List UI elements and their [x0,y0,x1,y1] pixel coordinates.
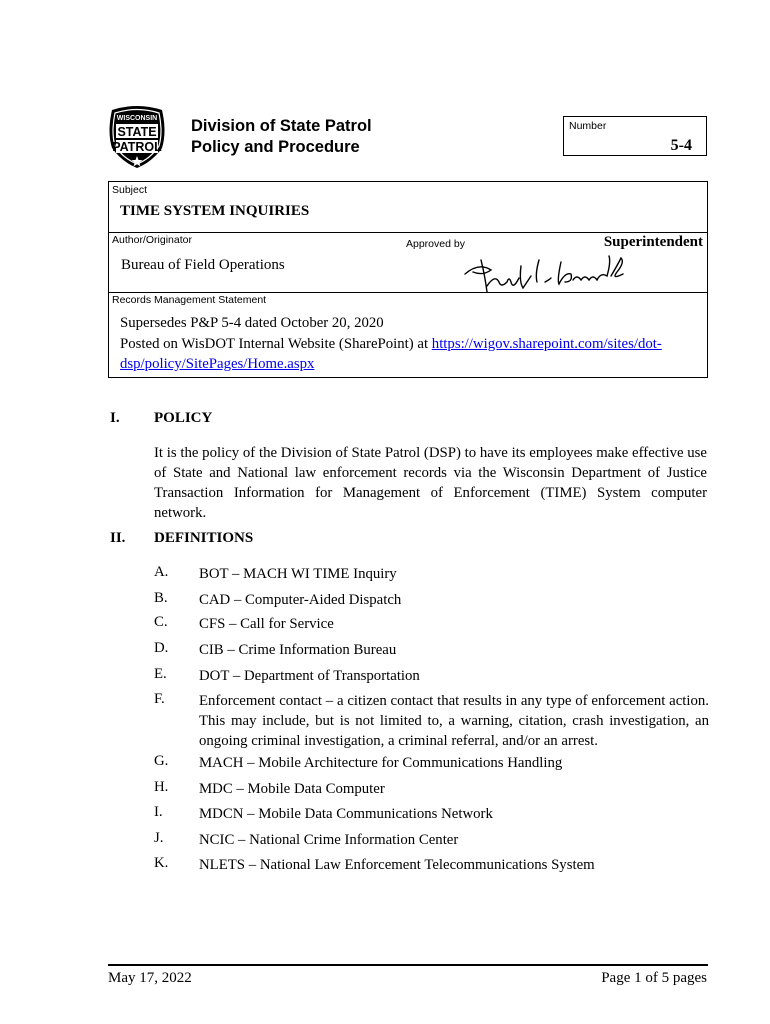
definition-letter: F. [154,691,165,707]
sharepoint-link[interactable]: https://wigov.sharepoint.com/sites/dot-dsp/policy/SitePages/Home.aspx [120,335,662,372]
number-value: 5-4 [670,137,692,154]
definition-text: MDCN – Mobile Data Communications Network [199,806,493,822]
definition-letter: K. [154,855,169,871]
definition-text: CAD – Computer-Aided Dispatch [199,592,402,608]
records-management-label: Records Management Statement [112,294,267,306]
author-value: Bureau of Field Operations [121,257,285,273]
definition-text: CFS – Call for Service [199,616,334,632]
definition-text: NLETS – National Law Enforcement Telecommunications System [199,857,595,873]
number-label: Number [569,120,607,132]
divider [109,292,707,293]
supersedes-line: Supersedes P&P 5-4 dated October 20, 2020 [120,315,384,331]
document-info-box [108,181,708,378]
org-title-line2: Policy and Procedure [191,138,360,156]
state-patrol-badge-logo [104,104,170,170]
footer-date: May 17, 2022 [108,970,192,986]
definition-text: BOT – MACH WI TIME Inquiry [199,566,397,582]
subject-label: Subject [112,184,148,196]
definition-letter: A. [154,564,169,580]
footer-page-number: Page 1 of 5 pages [601,970,707,986]
logo-line2: PATROL [112,140,162,154]
definition-text: DOT – Department of Transportation [199,668,420,684]
author-label: Author/Originator [112,234,192,246]
definition-letter: C. [154,614,168,630]
logo-line1: STATE [117,125,157,139]
definition-text: NCIC – National Crime Information Center [199,832,459,848]
policy-number-box [563,116,707,156]
section-number-policy: I. [110,410,120,426]
policy-paragraph: It is the policy of the Division of State Patrol (DSP) to have its employees make effective use of State and National law enforcement records via the Wisconsin Department of Justice Transaction Information for Management of Enforcement (TIME) System computer network. [154,445,707,521]
definition-letter: I. [154,804,163,820]
divider [109,232,707,233]
logo-top-text: WISCONSIN [116,115,158,122]
definition-letter: J. [154,830,164,846]
org-title-line1: Division of State Patrol [191,117,372,135]
records-management-statement [120,313,700,375]
posted-on-prefix: Posted on WisDOT Internal Website (SharePoint) at [120,335,432,352]
definition-letter: B. [154,590,168,606]
definition-letter: E. [154,666,167,682]
approved-by-label: Approved by [406,238,465,250]
section-title-policy: POLICY [154,410,213,426]
definition-letter: G. [154,753,169,769]
definition-text: MACH – Mobile Architecture for Communications Handling [199,755,563,771]
definition-letter: H. [154,779,169,795]
document-org-title [191,116,372,158]
definition-text: MDC – Mobile Data Computer [199,781,385,797]
definition-text: Enforcement contact – a citizen contact that results in any type of enforcement action. This may include, but is not limited to, a warning, citation, crash investigation, an ongoing criminal investigation, a criminal referral, and/or an arrest. [199,693,709,749]
footer-rule [108,964,708,966]
posted-on-line [120,334,700,375]
definition-letter: D. [154,640,169,656]
definition-text: CIB – Crime Information Bureau [199,642,397,658]
approver-title: Superintendent [603,234,703,250]
subject-value: TIME SYSTEM INQUIRIES [120,203,310,219]
section-title-definitions: DEFINITIONS [154,530,254,546]
section-number-definitions: II. [110,530,126,546]
